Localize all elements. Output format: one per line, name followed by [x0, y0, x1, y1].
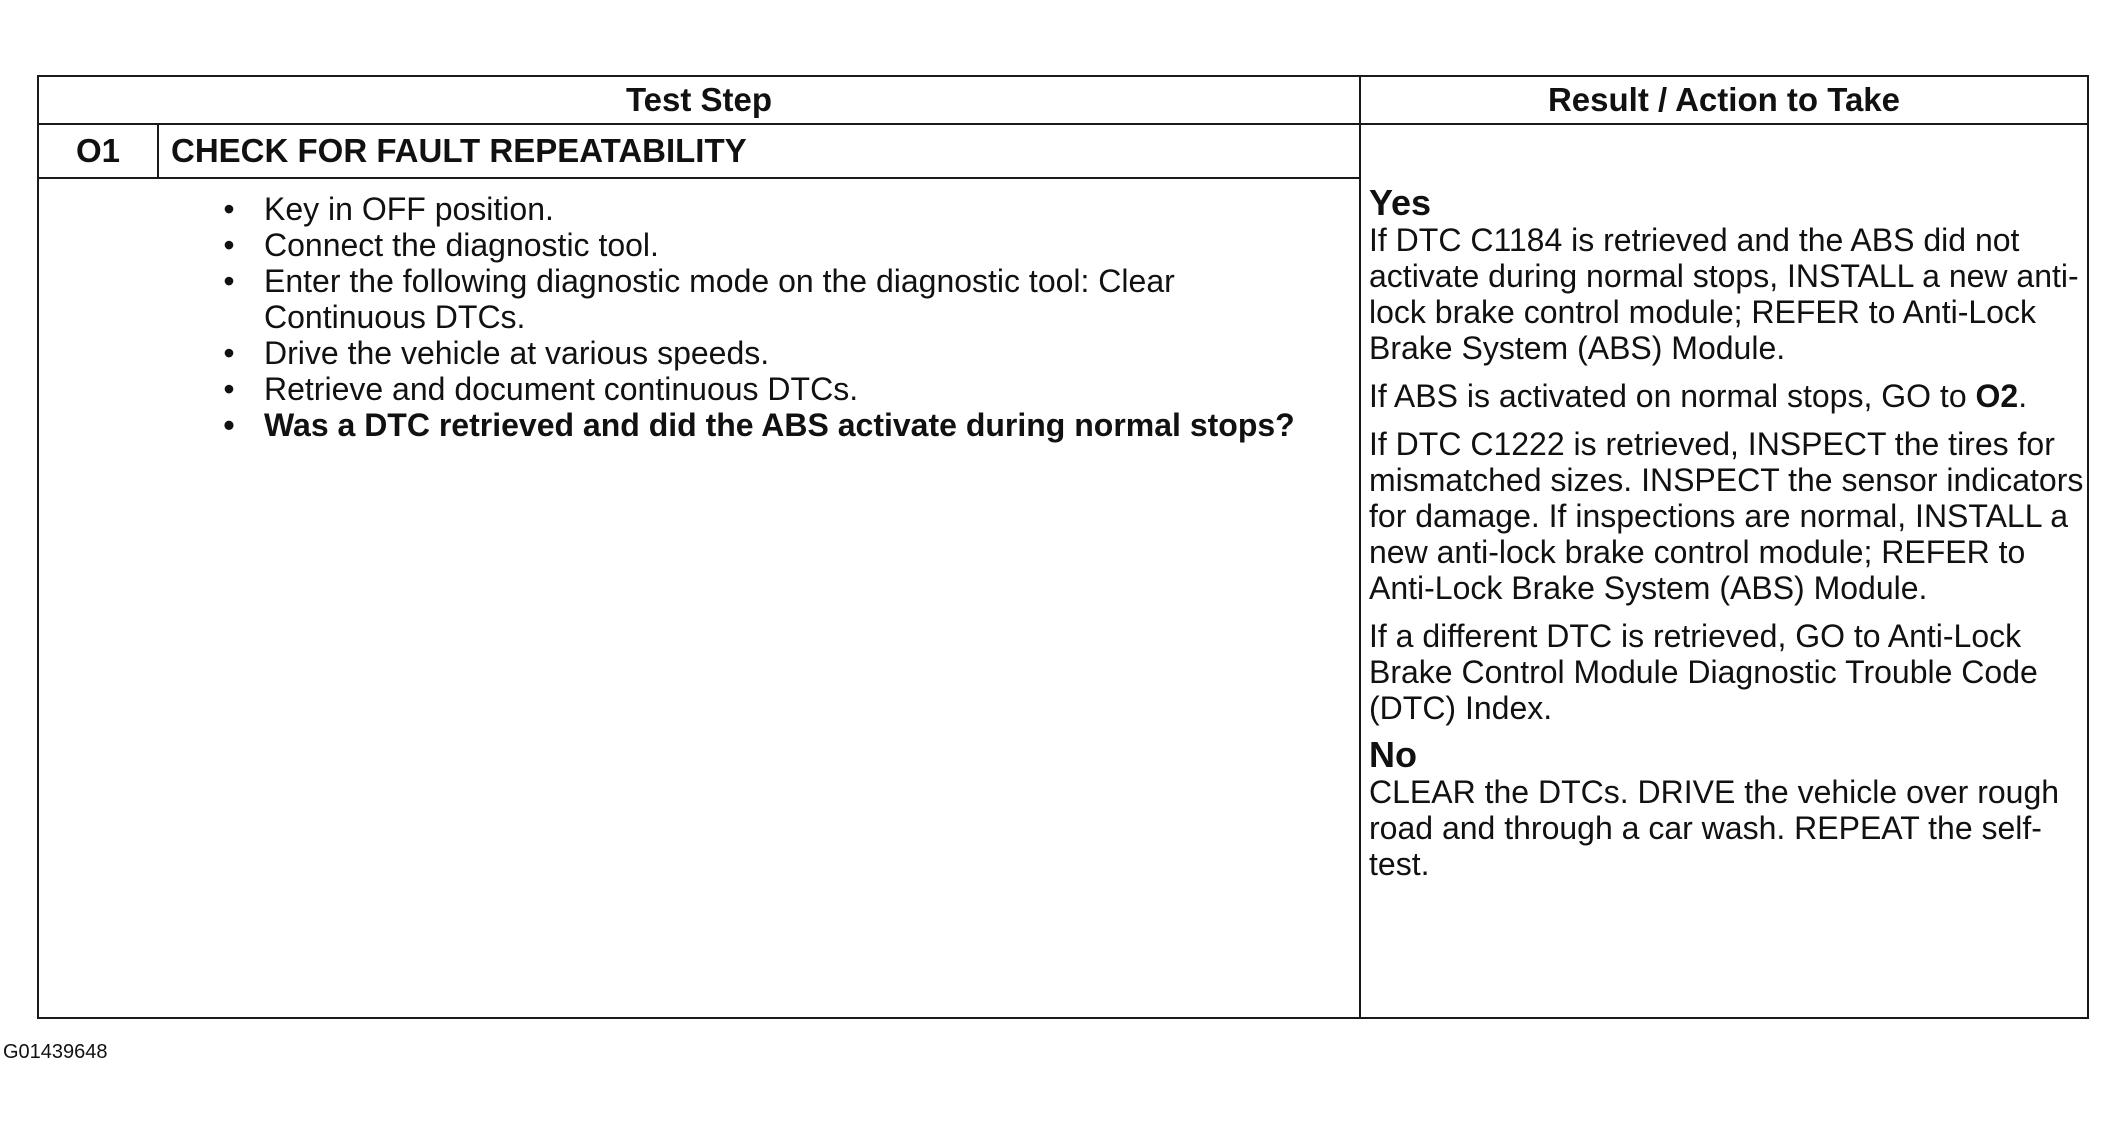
step-item-text: Key in OFF position. [264, 191, 554, 227]
column-divider [1359, 77, 1361, 1017]
step-title-divider [39, 177, 1359, 179]
yes-paragraph [1369, 378, 2085, 414]
step-item-text: Enter the following diagnostic mode on the diagnostic tool: Clear Continuous DTCs. [264, 263, 1175, 335]
yes-paragraph: If DTC C1184 is retrieved and the ABS did not activate during normal stops, INSTALL a new anti-lock brake control module; REFER to Anti-Lock Brake System (ABS) Module. [1369, 222, 2079, 366]
bullet-icon: • [223, 263, 235, 299]
bullet-icon: • [223, 371, 235, 407]
step-number-divider [157, 123, 159, 178]
yes-paragraph: If DTC C1222 is retrieved, INSPECT the tires for mismatched sizes. INSPECT the sensor indicators for damage. If inspections are normal, INSTALL a new anti-lock brake control module; REFER to Anti-Lock Brake System (ABS) Module. [1369, 426, 2084, 606]
no-paragraph: CLEAR the DTCs. DRIVE the vehicle over rough road and through a car wash. REPEAT the self-test. [1369, 774, 2060, 882]
step-number: O1 [75, 132, 121, 169]
result-action-column [1369, 184, 2085, 894]
step-item [219, 335, 1344, 371]
paragraph-end: . [2018, 378, 2028, 414]
step-item [219, 191, 1344, 227]
yes-heading: Yes [1369, 182, 1432, 223]
step-question [219, 407, 1344, 443]
header-test-step: Test Step [625, 81, 773, 118]
step-item-text: Retrieve and document continuous DTCs. [264, 371, 859, 407]
step-item-text: Drive the vehicle at various speeds. [264, 335, 770, 371]
yes-paragraph: If a different DTC is retrieved, GO to Anti-Lock Brake Control Module Diagnostic Trouble Code (DTC) Index. [1369, 618, 2038, 726]
step-title: CHECK FOR FAULT REPEATABILITY [171, 132, 747, 169]
no-heading: No [1369, 734, 1417, 775]
step-instruction-list [219, 191, 1344, 443]
bullet-icon: • [223, 335, 235, 371]
step-question-text: Was a DTC retrieved and did the ABS activate during normal stops? [264, 407, 1295, 443]
step-item-text: Connect the diagnostic tool. [264, 227, 659, 263]
bullet-icon: • [223, 407, 235, 443]
bullet-icon: • [223, 227, 235, 263]
step-reference: O2 [1975, 378, 2019, 414]
step-item [219, 227, 1344, 263]
header-result-action: Result / Action to Take [1547, 81, 1901, 118]
step-item [219, 371, 1344, 407]
figure-id: G01439648 [3, 1041, 108, 1063]
yes-paragraph-text: If ABS is activated on normal stops, GO to [1369, 378, 1967, 414]
bullet-icon: • [223, 191, 235, 227]
diagnostic-test-table [37, 75, 2089, 1019]
step-item [219, 263, 1344, 335]
